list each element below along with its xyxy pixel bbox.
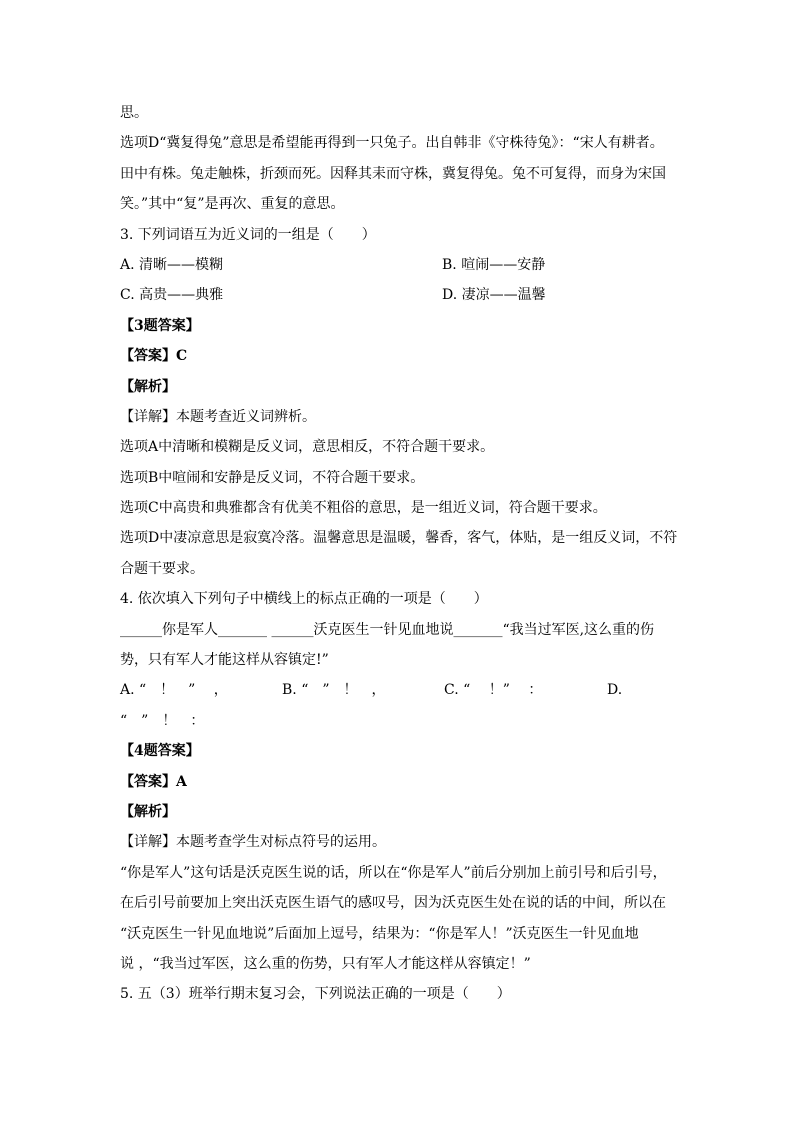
text-line: 思。 <box>120 105 148 121</box>
document-page <box>120 98 694 1010</box>
text-line: 田中有株。兔走触株，折颈而死。因释其耒而守株，冀复得兔。兔不可复得，而身为宋国 <box>120 165 666 182</box>
text-line: 选项D中凄凉意思是寂寞冷落。温馨意思是温暖，馨香，客气，体贴，是一组反义词，不符 <box>120 530 678 547</box>
answer-3: 【答案】C <box>120 348 188 365</box>
text-line: 选项A中清晰和模糊是反义词，意思相反，不符合题干要求。 <box>120 439 495 456</box>
q3-option-d: D. 凄凉——温馨 <box>442 287 546 304</box>
detail-3: 【详解】本题考查近义词辨析。 <box>120 408 316 425</box>
q4-option-d-content: “ ” ！ ： <box>120 712 205 729</box>
q3-options-row-2 <box>120 280 694 310</box>
q4-option-d: D. <box>607 682 623 699</box>
answer-header-3: 【3题答案】 <box>120 317 200 334</box>
answer-header-4: 【4题答案】 <box>120 743 200 760</box>
q4-option-a: A. “ ！ ” ， <box>120 682 228 699</box>
q4-sentence: 势，只有军人才能这样从容镇定!” <box>120 652 329 669</box>
q4-option-c: C. “ ！” ： <box>444 682 543 699</box>
q4-options-row <box>120 675 694 705</box>
q3-options-row-1 <box>120 250 694 280</box>
text-line: 选项B中喧闹和安静是反义词，不符合题干要求。 <box>120 469 425 486</box>
text-line: 说 ，“我当过军医，这么重的伤势，只有军人才能这样从容镇定！” <box>120 955 531 972</box>
text-line: 选项D“冀复得兔”意思是希望能再得到一只兔子。出自韩非《守株待兔》：“宋人有耕者。 <box>120 135 664 152</box>
analysis-header-4: 【解析】 <box>120 803 176 820</box>
question-4: 4. 依次填入下列句子中横线上的标点正确的一项是（ ） <box>120 591 488 608</box>
q4-sentence: ______你是军人_______ ______沃克医生一针见血地说_______“我当过军医,这么重的伤 <box>120 621 655 638</box>
text-line: “沃克医生一针见血地说”后面加上逗号，结果为：“你是军人！”沃克医生一针见血地 <box>120 925 639 942</box>
q4-option-b: B. “ ” ！ ， <box>282 682 386 699</box>
analysis-header-3: 【解析】 <box>120 378 176 395</box>
question-5: 5. 五（3）班举行期末复习会，下列说法正确的一项是（ ） <box>120 986 511 1003</box>
text-line: 选项C中高贵和典雅都含有优美不粗俗的意思，是一组近义词，符合题干要求。 <box>120 500 607 517</box>
text-line: “你是军人”这句话是沃克医生说的话，所以在“你是军人”前后分别加上前引号和后引号， <box>120 864 667 881</box>
detail-4: 【详解】本题考查学生对标点符号的运用。 <box>120 834 386 851</box>
question-3: 3. 下列词语互为近义词的一组是（ ） <box>120 226 376 243</box>
answer-4: 【答案】A <box>120 773 187 790</box>
text-line: 在后引号前要加上突出沃克医生语气的感叹号，因为沃克医生处在说的话的中间，所以在 <box>120 895 666 912</box>
q3-option-a: A. 清晰——模糊 <box>120 256 224 273</box>
q3-option-c: C. 高贵——典雅 <box>120 287 224 304</box>
text-line: 合题干要求。 <box>120 560 204 577</box>
text-line: 笑。”其中“复”是再次、重复的意思。 <box>120 196 345 213</box>
q3-option-b: B. 喧闹——安静 <box>442 256 546 273</box>
